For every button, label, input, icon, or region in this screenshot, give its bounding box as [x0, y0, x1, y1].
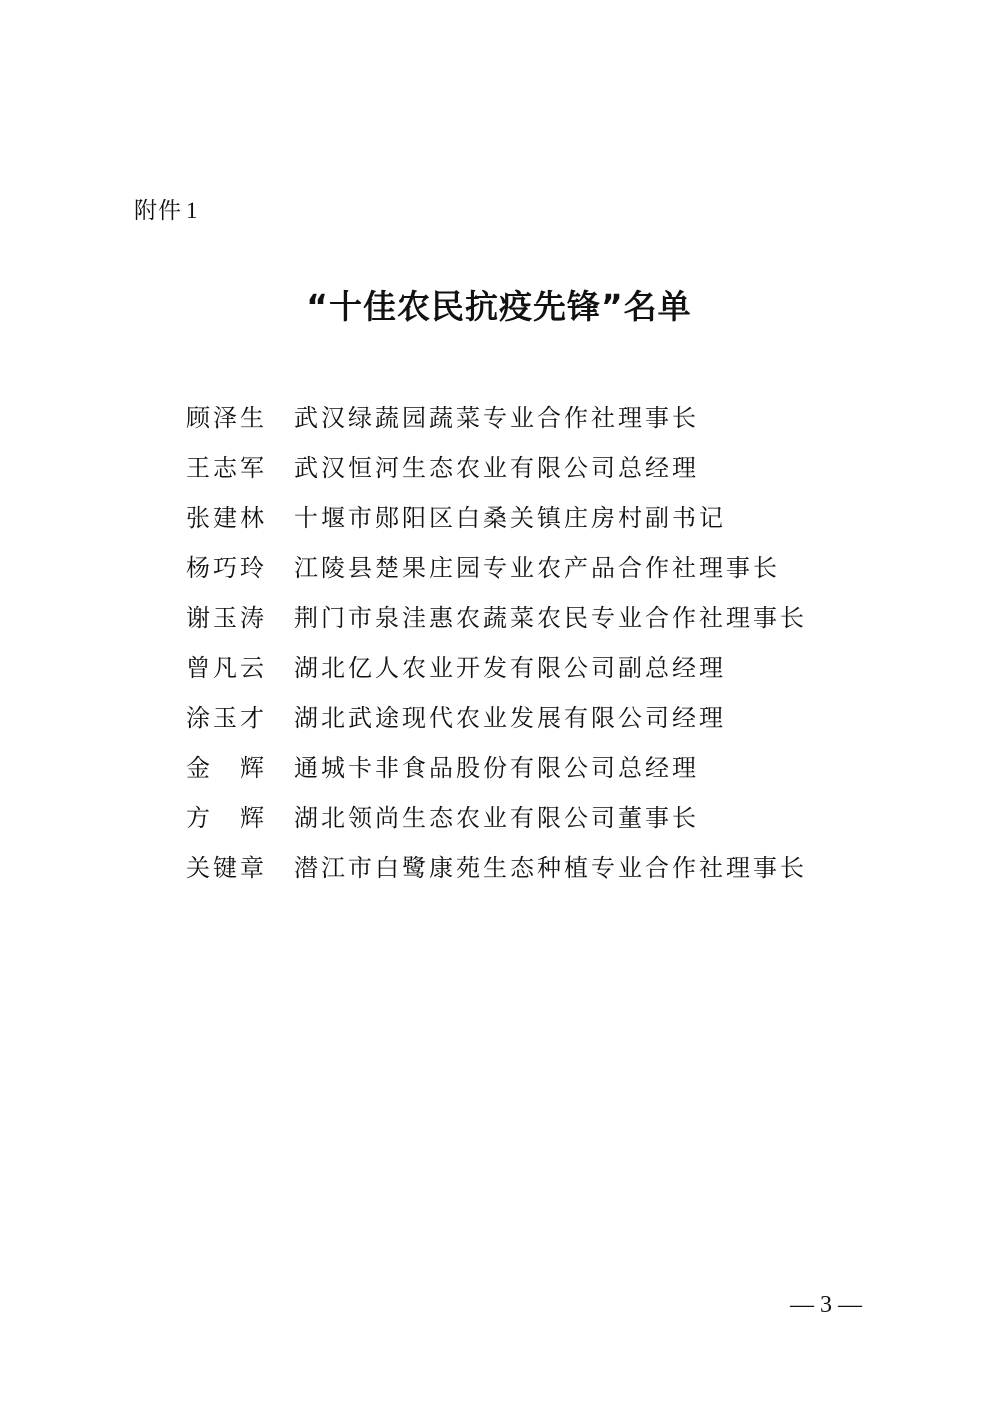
awardee-name: 张建林: [186, 503, 267, 532]
awardee-role: 潜江市白鹭康苑生态种植专业合作社理事长: [294, 853, 807, 882]
awardee-role: 武汉绿蔬园蔬菜专业合作社理事长: [294, 403, 699, 432]
awardee-list: [186, 390, 807, 890]
awardee-name: 涂玉才: [186, 703, 267, 732]
awardee-name: 关键章: [186, 853, 267, 882]
awardee-name: 方 辉: [186, 803, 267, 832]
list-item: [186, 740, 807, 790]
document-title: “十佳农民抗疫先锋”名单: [306, 287, 692, 326]
awardee-role: 湖北武途现代农业发展有限公司经理: [294, 703, 726, 732]
list-item: [186, 490, 807, 540]
list-item: [186, 540, 807, 590]
list-item: [186, 590, 807, 640]
attachment-label: [134, 196, 199, 226]
list-item: [186, 390, 807, 440]
awardee-role: 湖北亿人农业开发有限公司副总经理: [294, 653, 726, 682]
awardee-name: 杨巧玲: [186, 553, 267, 582]
page-number: — 3 —: [790, 1292, 862, 1318]
attachment-number: 1: [186, 198, 199, 223]
awardee-role: 荆门市泉洼惠农蔬菜农民专业合作社理事长: [294, 603, 807, 632]
awardee-name: 王志军: [186, 453, 267, 482]
list-item: [186, 640, 807, 690]
list-item: [186, 790, 807, 840]
awardee-role: 武汉恒河生态农业有限公司总经理: [294, 453, 699, 482]
awardee-name: 曾凡云: [186, 653, 267, 682]
awardee-name: 谢玉涛: [186, 603, 267, 632]
list-item: [186, 840, 807, 890]
awardee-role: 湖北领尚生态农业有限公司董事长: [294, 803, 699, 832]
awardee-role: 江陵县楚果庄园专业农产品合作社理事长: [294, 553, 780, 582]
awardee-name: 金 辉: [186, 753, 267, 782]
list-item: [186, 440, 807, 490]
attachment-text: 附件: [134, 198, 182, 224]
awardee-name: 顾泽生: [186, 403, 267, 432]
awardee-role: 十堰市郧阳区白桑关镇庄房村副书记: [294, 503, 726, 532]
awardee-role: 通城卡非食品股份有限公司总经理: [294, 753, 699, 782]
list-item: [186, 690, 807, 740]
